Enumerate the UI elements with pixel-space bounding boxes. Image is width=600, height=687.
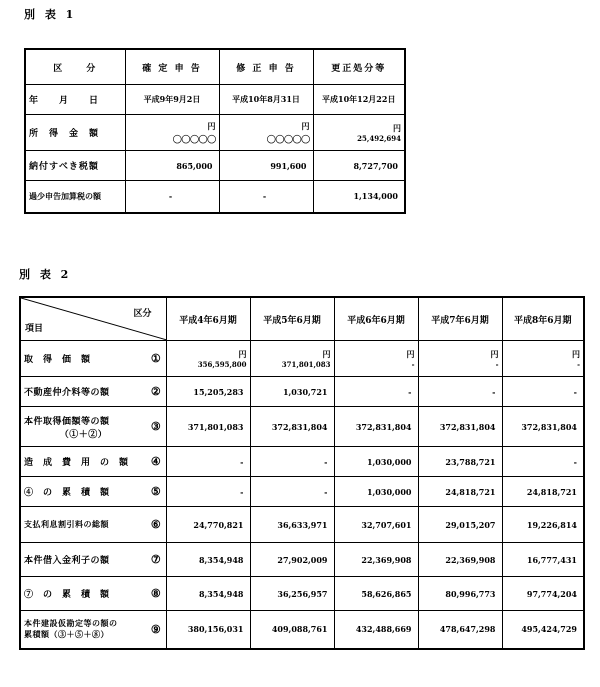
masked-value: ○○○○○ [266,131,310,145]
row-label-line2: （①＋②） [59,429,108,440]
table1-cell: 1,134,000 [313,181,405,213]
table1-row [25,151,405,181]
table2-cell [166,341,250,377]
table1-header-row [25,49,405,85]
unit-label: 円 [572,348,580,359]
table1-header: 確 定 申 告 [125,49,219,85]
table2-cell: 80,996,773 [418,577,502,611]
table1-cell [125,115,219,151]
amount-value: - [495,359,499,369]
row-label: ⑦ の 累 積 額 [20,577,146,611]
table2-cell: 29,015,207 [418,507,502,543]
table2-header: 平成5年6月期 [250,297,334,341]
table1-cell: - [219,181,313,213]
table1-cell: 991,600 [219,151,313,181]
row-number: ⑦ [146,543,166,577]
table2-cell: 432,488,669 [334,611,418,649]
table2-cell: - [166,477,250,507]
table2-row [20,577,584,611]
table2-header: 平成8年6月期 [502,297,584,341]
row-label: 支払利息割引料の総額 [20,507,146,543]
row-label [20,407,146,447]
corner-bottom-label: 項目 [25,324,44,334]
table2-cell: 27,902,009 [250,543,334,577]
row-number: ④ [146,447,166,477]
table2-cell: 19,226,814 [502,507,584,543]
unit-label: 円 [406,348,415,359]
corner-top-label: 区分 [133,309,152,319]
table1-header: 修 正 申 告 [219,49,313,85]
table2-cell [502,341,584,377]
table1-cell: 平成10年12月22日 [313,85,405,115]
table2-row [20,477,584,507]
table2-cell: - [166,447,250,477]
table2-row [20,611,584,649]
table2-cell: 36,256,957 [250,577,334,611]
row-number: ⑥ [146,507,166,543]
table2-cell: - [502,377,584,407]
table1-row [25,181,405,213]
row-label-line1: 本件取得価額等の額 [24,416,110,427]
table2-cell [334,341,418,377]
table2-cell: 1,030,000 [334,447,418,477]
row-label: ④ の 累 積 額 [20,477,146,507]
table2-cell: 371,801,083 [166,407,250,447]
table2-cell: 478,647,298 [418,611,502,649]
unit-label: 円 [490,348,499,359]
table2-cell: - [250,477,334,507]
corner-cell [20,297,166,341]
amount-value: 25,492,694 [357,133,401,143]
table2-cell: 372,831,804 [502,407,584,447]
table1-cell: 平成9年9月2日 [125,85,219,115]
table2-cell: 22,369,908 [334,543,418,577]
table1-row [25,85,405,115]
table2-cell: 495,424,729 [502,611,584,649]
table2-cell: - [334,377,418,407]
row-label: 過少申告加算税の額 [25,181,125,213]
unit-label: 円 [207,120,216,131]
row-number: ⑧ [146,577,166,611]
table2-cell: 380,156,031 [166,611,250,649]
table2-cell: 8,354,948 [166,577,250,611]
unit-label: 円 [393,122,401,133]
row-number: ② [146,377,166,407]
amount-value: - [577,359,580,369]
table1-cell: - [125,181,219,213]
table2-cell: 24,770,821 [166,507,250,543]
amount-value: - [411,359,415,369]
table2-cell: 58,626,865 [334,577,418,611]
table2-cell: 16,777,431 [502,543,584,577]
table1-caption: 別 表 1 [24,8,77,21]
amount-value: 356,595,800 [197,359,247,369]
table2-cell [250,341,334,377]
unit-label: 円 [301,120,310,131]
row-label-line1: 本件建設仮勘定等の額の [24,618,118,629]
row-label: 造 成 費 用 の 額 [20,447,146,477]
table2-cell: 22,369,908 [418,543,502,577]
table2-caption: 別 表 2 [19,268,72,281]
table1-cell: 平成10年8月31日 [219,85,313,115]
row-number: ⑨ [146,611,166,649]
table2-row [20,407,584,447]
table1-cell [313,115,405,151]
row-label: 納付すべき税額 [25,151,125,181]
row-number: ③ [146,407,166,447]
table2-cell: 97,774,204 [502,577,584,611]
table2-row [20,447,584,477]
table2-header-row [20,297,584,341]
table2-cell: 409,088,761 [250,611,334,649]
table2-cell: - [502,447,584,477]
table2-cell: 32,707,601 [334,507,418,543]
table2-cell: 15,205,283 [166,377,250,407]
table2-cell: 372,831,804 [250,407,334,447]
table1 [24,48,406,214]
unit-label: 円 [238,348,247,359]
row-label [20,611,146,649]
row-label: 本件借入金利子の額 [20,543,146,577]
table2-cell: 24,818,721 [502,477,584,507]
row-label: 不動産仲介料等の額 [20,377,146,407]
table2-cell: - [418,377,502,407]
table2-row [20,377,584,407]
table2-cell: 1,030,000 [334,477,418,507]
table2-cell: - [250,447,334,477]
table2-header: 平成7年6月期 [418,297,502,341]
table2-row [20,543,584,577]
table1-row [25,115,405,151]
table2-row [20,341,584,377]
table2-cell: 8,354,948 [166,543,250,577]
row-label: 所 得 金 額 [25,115,125,151]
row-label: 年 月 日 [25,85,125,115]
row-number: ① [146,341,166,377]
table2-cell [418,341,502,377]
masked-value: ○○○○○ [172,131,216,145]
table2 [19,296,585,650]
table1-cell: 865,000 [125,151,219,181]
table1-header: 区 分 [25,49,125,85]
table2-header: 平成4年6月期 [166,297,250,341]
table2-cell: 1,030,721 [250,377,334,407]
table2-cell: 372,831,804 [334,407,418,447]
unit-label: 円 [322,348,331,359]
table2-cell: 36,633,971 [250,507,334,543]
table2-cell: 24,818,721 [418,477,502,507]
table1-cell: 8,727,700 [313,151,405,181]
table2-cell: 23,788,721 [418,447,502,477]
table2-row [20,507,584,543]
table1-header: 更正処分等 [313,49,405,85]
table2-header: 平成6年6月期 [334,297,418,341]
row-number: ⑤ [146,477,166,507]
row-label-line2: 累積額（③＋⑤＋⑧） [24,629,109,640]
table2-cell: 372,831,804 [418,407,502,447]
table1-cell [219,115,313,151]
row-label: 取 得 価 額 [20,341,146,377]
amount-value: 371,801,083 [281,359,331,369]
